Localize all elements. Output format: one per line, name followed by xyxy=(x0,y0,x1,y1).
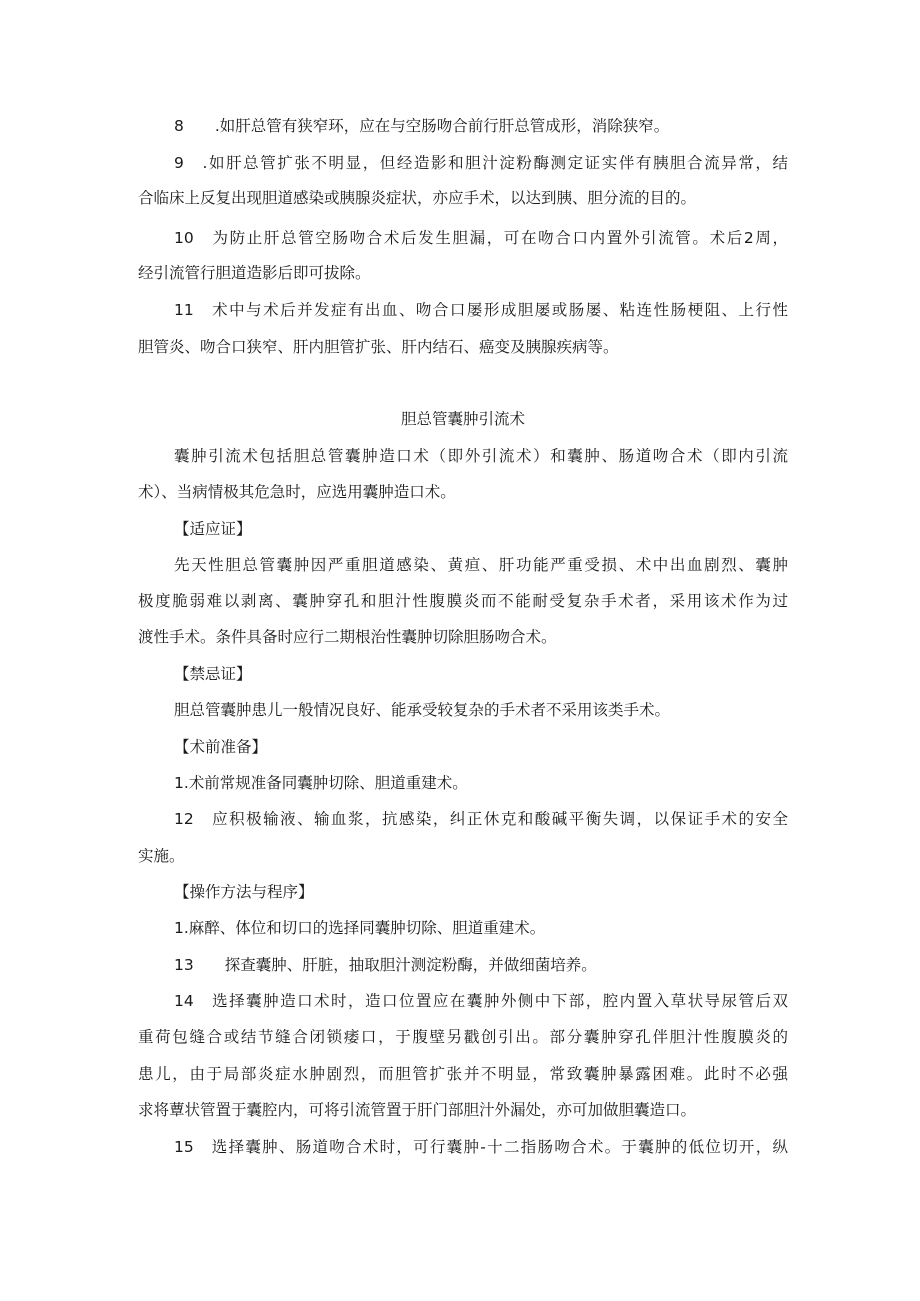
indications-line-1: 先天性胆总管囊肿因严重胆道感染、黄疸、肝功能严重受损、术中出血剧烈、囊肿 xyxy=(174,556,788,574)
heading-indications: 【适应证】 xyxy=(174,520,252,538)
procedure-item-14-line-4: 求将蕈状管置于囊腔内，可将引流管置于肝门部胆汁外漏处，亦可加做胆囊造口。 xyxy=(138,1101,697,1119)
intro-line-1: 囊肿引流术包括胆总管囊肿造口术（即外引流术）和囊肿、肠道吻合术（即内引流 xyxy=(174,447,788,465)
contraindications-line-1: 胆总管囊肿患儿一般情况良好、能承受较复杂的手术者不采用该类手术。 xyxy=(174,701,671,719)
procedure-item-15-line-1: 15 选择囊肿、肠道吻合术时，可行囊肿-十二指肠吻合术。于囊肿的低位切开，纵 xyxy=(174,1138,788,1156)
procedure-item-14-line-1: 14 选择囊肿造口术时，造口位置应在囊肿外侧中下部，腔内置入草状导尿管后双 xyxy=(174,992,788,1010)
heading-procedure: 【操作方法与程序】 xyxy=(174,883,314,901)
intro-line-2: 术）、当病情极其危急时，应选用囊肿造口术。 xyxy=(138,483,456,501)
item-9-line-1: 9 .如肝总管扩张不明显，但经造影和胆汁淀粉酶测定证实伴有胰胆合流异常，结 xyxy=(174,154,788,172)
item-11-line-2: 胆管炎、吻合口狭窄、肝内胆管扩张、肝内结石、癌变及胰腺疾病等。 xyxy=(138,338,619,356)
procedure-item-13: 13 探查囊肿、肝脏，抽取胆汁测淀粉酶，并做细菌培养。 xyxy=(174,956,597,974)
item-10-line-2: 经引流管行胆道造影后即可拔除。 xyxy=(138,264,371,282)
heading-contraindications: 【禁忌证】 xyxy=(174,665,252,683)
indications-line-3: 渡性手术。条件具备时应行二期根治性囊肿切除胆肠吻合术。 xyxy=(138,628,557,646)
procedure-item-14-line-2: 重荷包缝合或结节缝合闭锁痿口，于腹壁另戳创引出。部分囊肿穿孔伴胆汁性腹膜炎的 xyxy=(138,1028,788,1046)
preop-item-12-line-2: 实施。 xyxy=(138,847,185,865)
procedure-item-1: 1.麻醉、体位和切口的选择同囊肿切除、胆道重建术。 xyxy=(174,919,546,937)
section-title: 胆总管囊肿引流术 xyxy=(400,410,525,428)
preop-item-1: 1.术前常规准备同囊肿切除、胆道重建术。 xyxy=(174,774,468,792)
procedure-item-14-line-3: 患儿，由于局部炎症水肿剧烈，而胆管扩张并不明显，常致囊肿暴露困难。此时不必强 xyxy=(138,1065,788,1083)
indications-line-2: 极度脆弱难以剥离、囊肿穿孔和胆汁性腹膜炎而不能耐受复杂手术者，采用该术作为过 xyxy=(138,592,788,610)
item-11-line-1: 11 术中与术后并发症有出血、吻合口屡形成胆屡或肠屡、粘连性肠梗阻、上行性 xyxy=(174,301,788,319)
item-9-line-2: 合临床上反复出现胆道感染或胰腺炎症状，亦应手术，以达到胰、胆分流的目的。 xyxy=(138,189,697,207)
item-8: 8 .如肝总管有狭窄环，应在与空肠吻合前行肝总管成形，消除狭窄。 xyxy=(174,117,670,135)
heading-preop: 【术前准备】 xyxy=(174,738,268,756)
item-10-line-1: 10 为防止肝总管空肠吻合术后发生胆漏，可在吻合口内置外引流管。术后2周， xyxy=(174,229,788,247)
preop-item-12-line-1: 12 应积极输液、输血浆，抗感染，纠正休克和酸碱平衡失调，以保证手术的安全 xyxy=(174,810,788,828)
